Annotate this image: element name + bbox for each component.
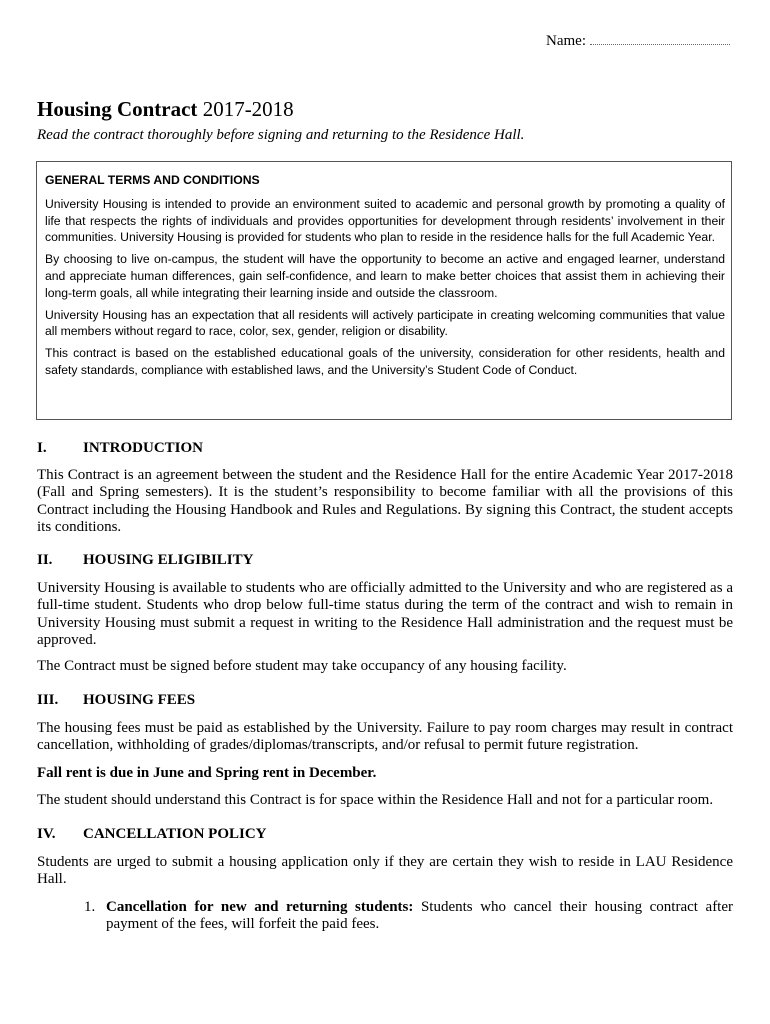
title-year: 2017-2018 <box>202 97 294 121</box>
terms-paragraph: University Housing has an expectation that all residents will actively participate in creating welcoming communities that value all members without regard to race, color, sex, gender, religion or disability. <box>45 307 725 339</box>
title-bold: Housing Contract <box>37 97 198 121</box>
general-terms-box <box>36 161 732 420</box>
section-title: HOUSING ELIGIBILITY <box>83 552 254 568</box>
name-field[interactable] <box>546 33 730 50</box>
cancellation-paragraph: Students are urged to submit a housing application only if they are certain they wish to reside in LAU Residence Hall. <box>37 854 733 888</box>
terms-paragraph: By choosing to live on-campus, the student will have the opportunity to become an active and engaged learner, understand and appreciate human differences, gain self-confidence, and learn to make better choices that assist them in achieving their long-term goals, all while integrating their learning inside and outside the classroom. <box>45 252 725 300</box>
section-number: II. <box>37 552 53 568</box>
section-number: III. <box>37 692 59 708</box>
section-title: HOUSING FEES <box>83 692 196 708</box>
list-item-text: Students who cancel their housing contract after payment of the fees, will forfeit the paid fees. <box>106 899 734 933</box>
name-line[interactable] <box>590 44 730 45</box>
section-heading-eligibility <box>37 552 253 569</box>
terms-paragraph: University Housing is intended to provide an environment suited to academic and personal growth by promoting a quality of life that respects the rights of individuals and provides opportunities for development through residents’ involvement in their communities. University Housing is provided for students who plan to reside in the residence halls for the full Academic Year. <box>45 196 725 245</box>
eligibility-paragraph: University Housing is available to students who are officially admitted to the University and who are registered as a full-time student. Students who drop below full-time status during the term of the contract and wish to remain in University Housing must submit a request in writing to the Residence Hall administration and the request must be approved. <box>37 580 733 649</box>
section-heading-fees <box>37 692 195 709</box>
section-number: I. <box>37 440 47 456</box>
name-label: Name: <box>546 33 586 49</box>
section-title: INTRODUCTION <box>83 440 204 456</box>
introduction-paragraph: This Contract is an agreement between the student and the Residence Hall for the entire Academic Year 2017-2018 (Fall and Spring semesters). It is the student’s responsibility to become familiar with all the provisions of this Contract including the Housing Handbook and Rules and Regulations. By signing this Contract, the student accepts its conditions. <box>37 467 733 536</box>
list-item <box>84 899 733 934</box>
page-title <box>37 97 294 122</box>
list-item-bold: Cancellation for new and returning students: <box>106 899 414 915</box>
fees-paragraph: The housing fees must be paid as established by the University. Failure to pay room charges may result in contract cancellation, withholding of grades/diplomas/transcripts, and/or refusal to permit future registration. <box>37 720 733 754</box>
fees-due-note: Fall rent is due in June and Spring rent in December. <box>37 765 377 781</box>
terms-paragraph: This contract is based on the established educational goals of the university, consideration for other residents, health and safety standards, compliance with established laws, and the University’s Student Code of Conduct. <box>45 346 725 377</box>
page-subtitle: Read the contract thoroughly before signing and returning to the Residence Hall. <box>37 127 525 143</box>
section-number: IV. <box>37 826 56 842</box>
list-item-number: 1. <box>84 899 96 915</box>
section-heading-cancellation <box>37 826 267 843</box>
fees-paragraph: The student should understand this Contract is for space within the Residence Hall and not for a particular room. <box>37 792 714 808</box>
section-heading-introduction <box>37 440 203 457</box>
eligibility-paragraph: The Contract must be signed before student may take occupancy of any housing facility. <box>37 658 567 674</box>
terms-heading: GENERAL TERMS AND CONDITIONS <box>45 173 260 187</box>
list-item-body <box>106 899 733 934</box>
section-title: CANCELLATION POLICY <box>83 826 267 842</box>
